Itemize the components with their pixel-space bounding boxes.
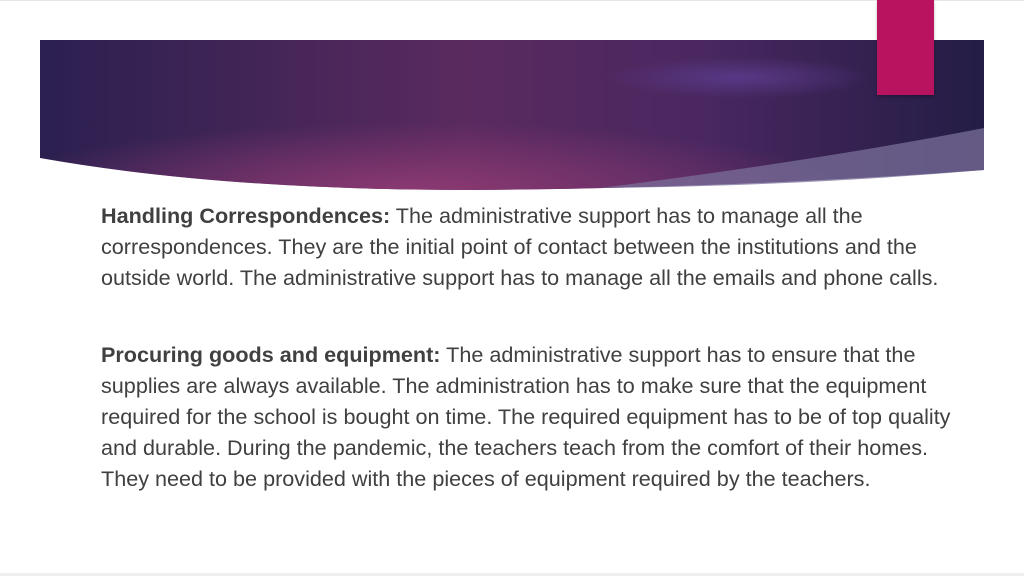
paragraph-text: The administrative support has to manage all the correspondences. They are the initial point of contact between the institutions and the outside world. The administrative support has to manage all the emails and phone calls.: [101, 203, 939, 290]
accent-tab: [877, 0, 934, 95]
top-divider: [0, 0, 1024, 1]
header-banner: [40, 40, 984, 192]
paragraph-term: Handling Correspondences:: [101, 203, 391, 228]
paragraph-text: The administrative support has to ensure that the supplies are always available. The administration has to make sure that the equipment required for the school is bought on time. The required equipment has to be of top quality and durable. During the pandemic, the teachers teach from the comfort of their homes. They need to be provided with the pieces of equipment required by the teachers.: [101, 342, 951, 491]
paragraph-term: Procuring goods and equipment:: [101, 342, 441, 367]
paragraph-correspondences: [101, 200, 981, 293]
paragraph-procuring: [101, 339, 981, 494]
slide-body: [101, 200, 981, 540]
banner-graphic: [40, 40, 984, 192]
